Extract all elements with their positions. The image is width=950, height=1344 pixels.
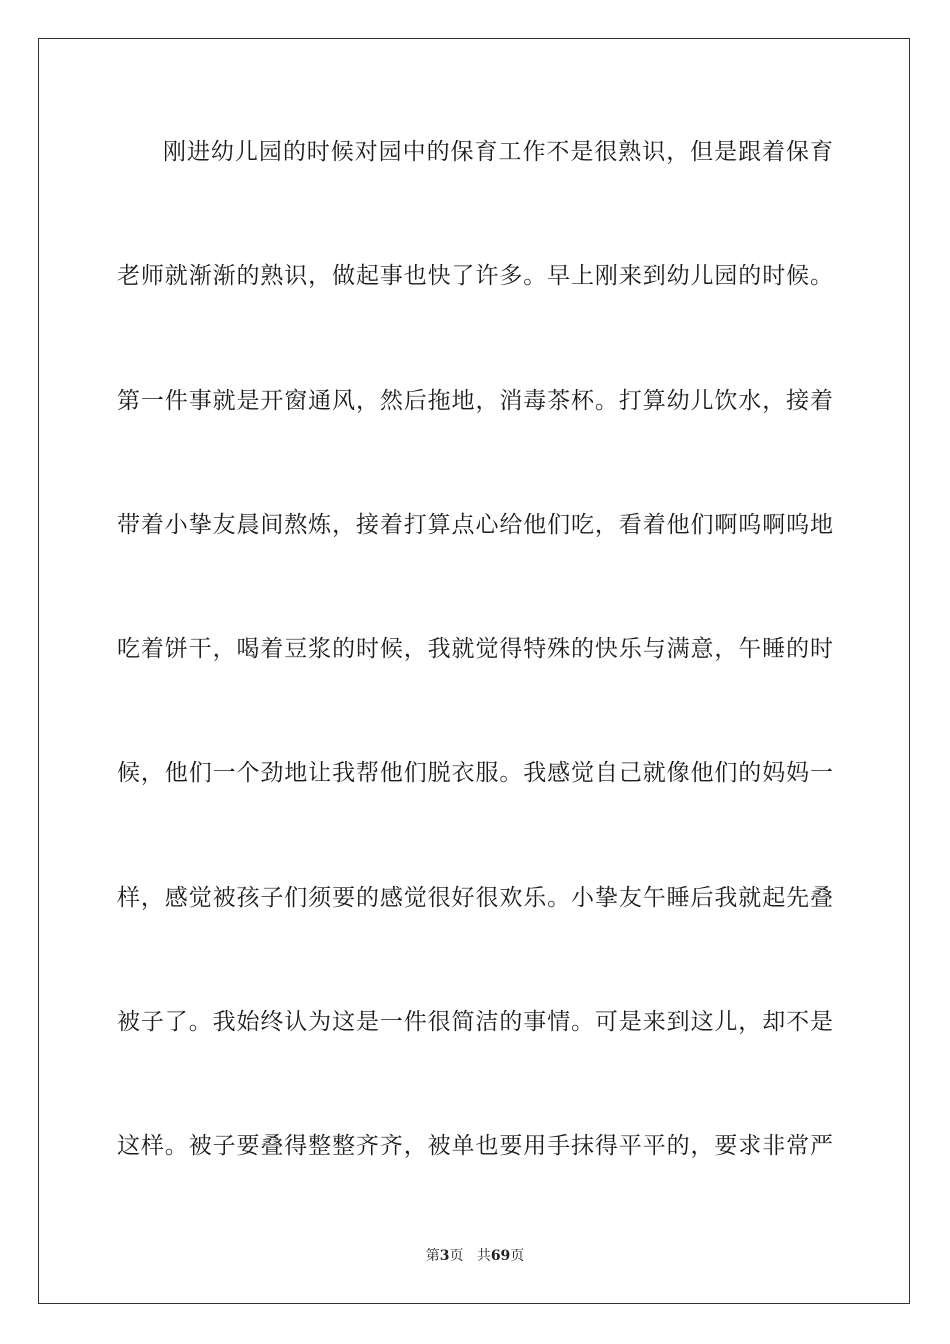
page-footer	[0, 1246, 950, 1266]
text-line-6: 候，他们一个劲地让我帮他们脱衣服。我感觉自己就像他们的妈妈一	[117, 760, 833, 786]
footer-total-pages: 69	[490, 1248, 511, 1264]
text-line-2: 老师就渐渐的熟识，做起事也快了许多。早上刚来到幼儿园的时候。	[117, 263, 833, 289]
text-line-1: 刚进幼儿园的时候对园中的保育工作不是很熟识，但是跟着保育	[163, 139, 833, 165]
text-line-9: 这样。被子要叠得整整齐齐，被单也要用手抹得平平的，要求非常严	[117, 1133, 833, 1159]
text-line-5: 吃着饼干，喝着豆浆的时候，我就觉得特殊的快乐与满意，午睡的时	[117, 636, 833, 662]
text-line-7: 样，感觉被孩子们须要的感觉很好很欢乐。小挚友午睡后我就起先叠	[117, 885, 833, 911]
footer-total-suffix: 页	[510, 1248, 525, 1264]
page-border	[38, 38, 910, 1304]
footer-page-suffix: 页	[449, 1248, 464, 1264]
text-line-3: 第一件事就是开窗通风，然后拖地，消毒茶杯。打算幼儿饮水，接着	[117, 388, 833, 414]
footer-page-prefix: 第	[425, 1248, 440, 1264]
footer-total-prefix: 共	[476, 1248, 491, 1264]
text-line-4: 带着小挚友晨间熬炼，接着打算点心给他们吃，看着他们啊呜啊呜地	[117, 512, 833, 538]
footer-page-number: 3	[439, 1248, 450, 1264]
text-line-8: 被子了。我始终认为这是一件很简洁的事情。可是来到这儿，却不是	[117, 1009, 833, 1035]
